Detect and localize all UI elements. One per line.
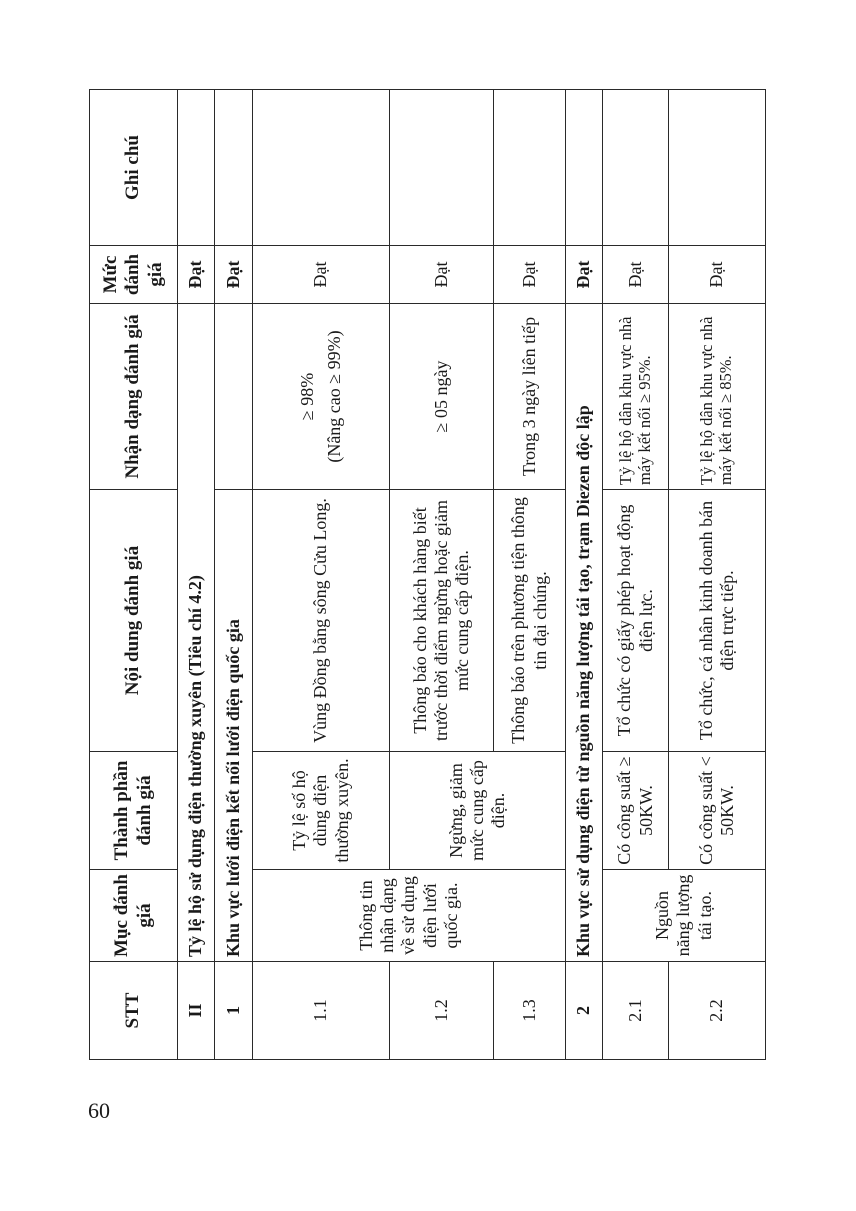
section-1-blank [215,304,253,490]
row-1-1-nhan-dang [253,304,390,490]
section-2-stt: 2 [566,962,603,1060]
section-2-result: Đạt [566,246,603,304]
group-2-muc: Nguồn năng lượng tái tạo. [603,870,766,962]
row-2-2-stt: 2.2 [669,962,766,1060]
header-muc-danh-gia: Mức đánh giá [90,246,178,304]
row-1-2-note [390,90,494,246]
section-1-result: Đạt [215,246,253,304]
section-1-stt: 1 [215,962,253,1060]
row-1-1 [253,90,390,1060]
row-2-1-note [603,90,669,246]
section-2-title: Khu vực sử dụng điện từ nguồn năng lượng tái tạo, trạm Diezen độc lập [566,304,603,962]
row-1-1-thanh-phan: Tỷ lệ số hộ dùng điện thường xuyên. [253,752,390,870]
row-1-3-stt: 1.3 [494,962,566,1060]
section-2-row [566,90,603,1060]
row-1-2-noi-dung: Thông báo cho khách hàng biết trước thời điểm ngừng hoặc giảm mức cung cấp điện. [390,490,494,752]
row-2-2-note [669,90,766,246]
section-ii-result: Đạt [178,246,215,304]
row-2-1-noi-dung: Tổ chức có giấy phép hoạt động điện lực. [603,490,669,752]
row-1-1-noi-dung: Vùng Đồng bằng sông Cửu Long. [253,490,390,752]
row-1-1-stt: 1.1 [253,962,390,1060]
section-ii-title: Tỷ lệ hộ sử dụng điện thường xuyên (Tiêu chí 4.2) [178,304,215,962]
row-2-1 [603,90,669,1060]
row-1-2-stt: 1.2 [390,962,494,1060]
section-ii-stt: II [178,962,215,1060]
row-2-2-result: Đạt [669,246,766,304]
row-1-3-result: Đạt [494,246,566,304]
row-2-2-noi-dung: Tổ chức, cá nhân kinh doanh bán điện trực tiếp. [669,490,766,752]
row-1-2-thanh-phan: Ngừng, giảm mức cung cấp điện. [390,752,566,870]
row-1-1-nhan-dang-main: ≥ 98% [296,372,317,421]
header-noi-dung: Nội dung đánh giá [90,490,178,752]
row-1-2-result: Đạt [390,246,494,304]
header-muc: Mục đánh giá [90,870,178,962]
row-2-1-nhan-dang: Tỷ lệ hộ dân khu vực nhà máy kết nối ≥ 95%. [603,304,669,490]
header-stt: STT [90,962,178,1060]
header-ghi-chu: Ghi chú [90,90,178,246]
group-1-muc: Thông tin nhận dạng về sử dụng điện lưới quốc gia. [253,870,566,962]
row-2-1-thanh-phan: Có công suất ≥ 50KW. [603,752,669,870]
header-nhan-dang: Nhận dạng đánh giá [90,304,178,490]
row-1-2-nhan-dang: ≥ 05 ngày [390,304,494,490]
section-1-title: Khu vực lưới điện kết nối lưới điện quốc gia [215,490,253,962]
assessment-table [89,89,766,1060]
row-2-2-nhan-dang: Tỷ lệ hộ dân khu vực nhà máy kết nối ≥ 85%. [669,304,766,490]
row-1-3-nhan-dang: Trong 3 ngày liên tiếp [494,304,566,490]
section-ii-note [178,90,215,246]
row-1-3-note [494,90,566,246]
page-number: 60 [88,1098,110,1123]
header-row [90,90,178,1060]
section-1-row [215,90,253,1060]
section-ii-row [178,90,215,1060]
header-thanh-phan: Thành phần đánh giá [90,752,178,870]
rotated-table-wrapper [89,90,765,1060]
row-2-1-result: Đạt [603,246,669,304]
row-1-1-note [253,90,390,246]
row-1-1-result: Đạt [253,246,390,304]
row-2-1-stt: 2.1 [603,962,669,1060]
row-1-3-noi-dung: Thông báo trên phương tiện thông tin đại chúng. [494,490,566,752]
row-1-1-nhan-dang-advanced: (Nâng cao ≥ 99%) [324,330,344,463]
section-1-note [215,90,253,246]
row-2-2-thanh-phan: Có công suất < 50KW. [669,752,766,870]
section-2-note [566,90,603,246]
